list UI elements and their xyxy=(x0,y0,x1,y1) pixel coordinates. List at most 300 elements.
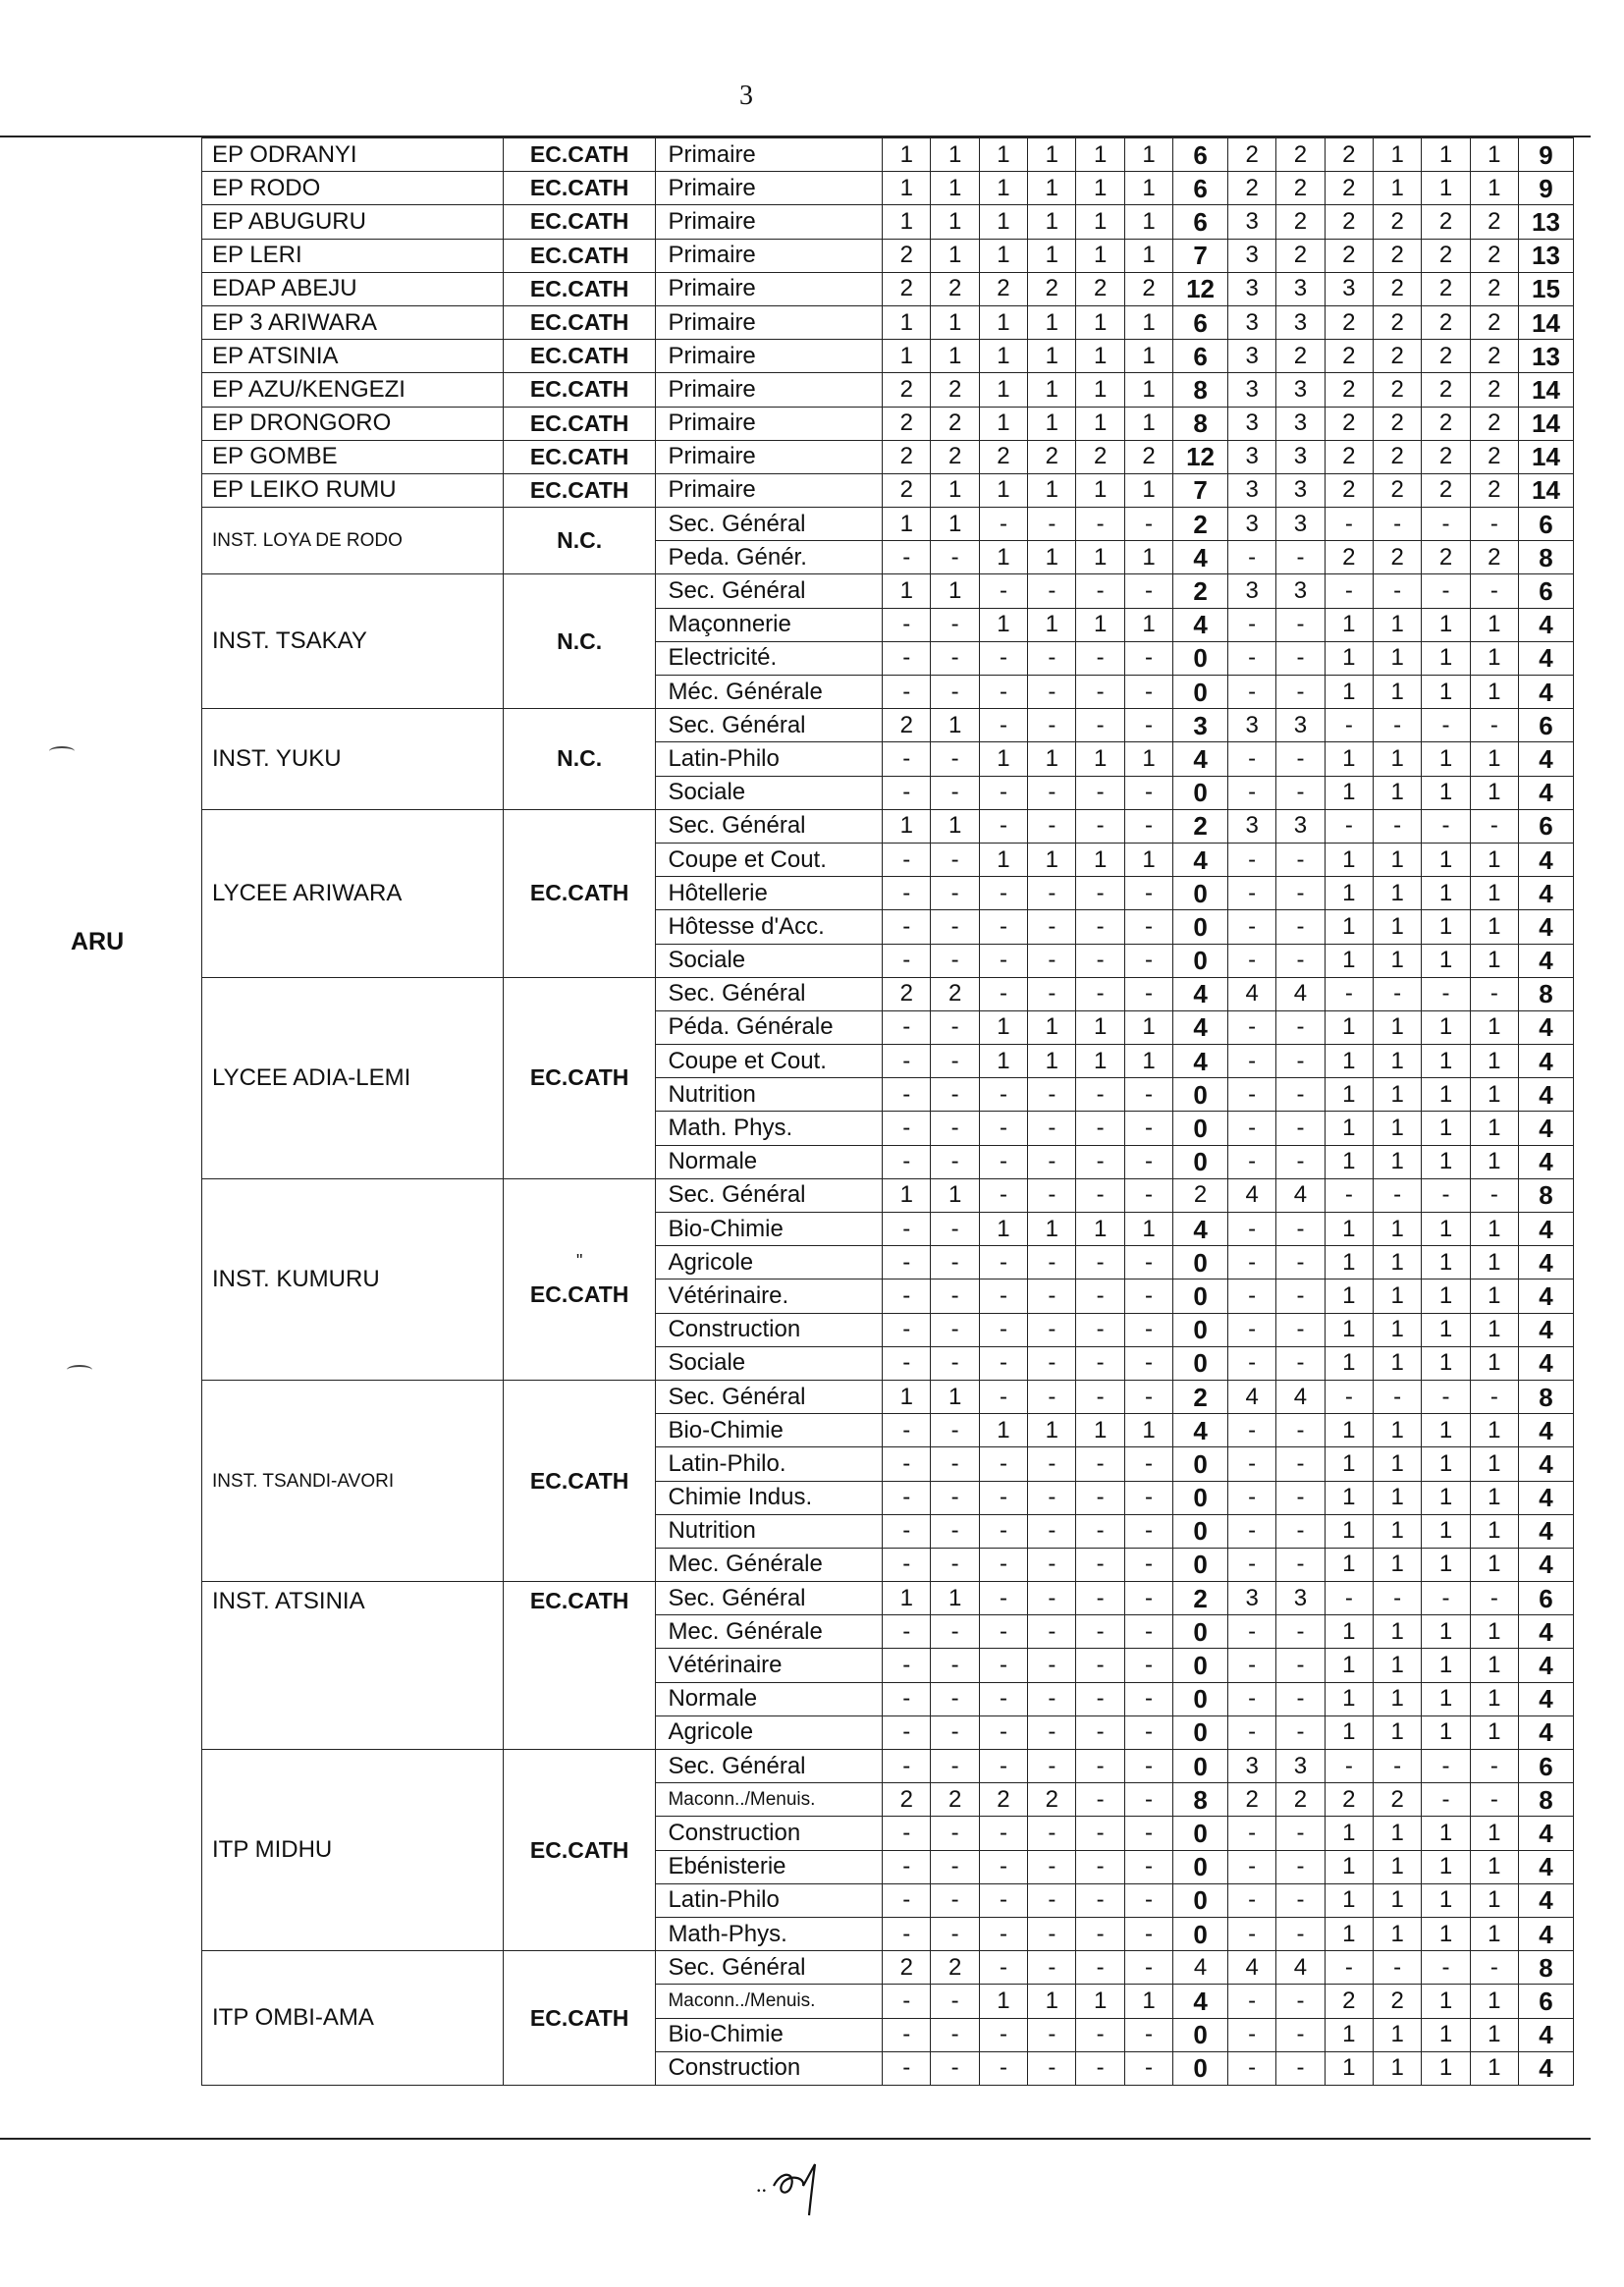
cell-value: - xyxy=(1028,809,1076,843)
cell-value: 2 xyxy=(979,272,1027,305)
cell-value: 4 xyxy=(1227,1380,1275,1413)
total-cell: 6 xyxy=(1519,1985,1574,2018)
total-cell: 4 xyxy=(1519,1346,1574,1380)
cell-value: 1 xyxy=(883,138,931,172)
cell-value: - xyxy=(1276,1414,1325,1447)
cell-value: 3 xyxy=(1276,407,1325,440)
cell-value: 3 xyxy=(1227,574,1275,608)
cell-value: - xyxy=(883,1280,931,1313)
cell-value: - xyxy=(883,2051,931,2085)
cell-value: 1 xyxy=(1325,1414,1373,1447)
cell-value: - xyxy=(883,608,931,641)
cell-value: - xyxy=(883,1715,931,1749)
school-name: EP AZU/KENGEZI xyxy=(202,373,504,407)
total-cell: 4 xyxy=(1519,843,1574,876)
cell-value: 1 xyxy=(1028,1010,1076,1044)
total-cell: 14 xyxy=(1519,440,1574,473)
cell-value: 1 xyxy=(1028,407,1076,440)
cell-value: 1 xyxy=(931,138,979,172)
total-cell: 4 xyxy=(1519,1414,1574,1447)
cell-value: 1 xyxy=(931,574,979,608)
cell-value: 2 xyxy=(1373,541,1421,574)
cell-value: 1 xyxy=(1470,1145,1518,1178)
cell-value: 1 xyxy=(1422,1481,1470,1514)
cell-value: 1 xyxy=(1373,1682,1421,1715)
cell-value: - xyxy=(979,1582,1027,1615)
table-row xyxy=(202,1178,1574,1212)
cell-value: - xyxy=(1373,574,1421,608)
cell-value: 1 xyxy=(1373,910,1421,944)
subtotal-cell: 0 xyxy=(1173,1112,1228,1145)
cell-value: 1 xyxy=(931,809,979,843)
subtotal-cell: 0 xyxy=(1173,1649,1228,1682)
cell-value: - xyxy=(1227,1850,1275,1883)
cell-value: - xyxy=(1124,574,1172,608)
table-row xyxy=(202,809,1574,843)
cell-value: 2 xyxy=(1373,305,1421,339)
cell-value: - xyxy=(1227,1414,1275,1447)
cell-value: - xyxy=(1227,541,1275,574)
cell-value: 3 xyxy=(1227,305,1275,339)
table-row xyxy=(202,373,1574,407)
cell-value: - xyxy=(1276,1985,1325,2018)
cell-value: - xyxy=(931,2018,979,2051)
cell-value: - xyxy=(1028,2018,1076,2051)
cell-value: 2 xyxy=(1373,239,1421,272)
cell-value: - xyxy=(1276,1548,1325,1581)
cell-value: - xyxy=(1076,1447,1124,1481)
cell-value: 1 xyxy=(1076,407,1124,440)
cell-value: 1 xyxy=(979,1010,1027,1044)
cell-value: 2 xyxy=(1076,272,1124,305)
total-cell: 4 xyxy=(1519,910,1574,944)
cell-value: 1 xyxy=(1124,407,1172,440)
cell-value: - xyxy=(883,1514,931,1548)
section-name: Nutrition xyxy=(656,1514,883,1548)
cell-value: 2 xyxy=(931,440,979,473)
cell-value: - xyxy=(1227,1045,1275,1078)
cell-value: - xyxy=(1373,1951,1421,1985)
cell-value: - xyxy=(1028,1178,1076,1212)
cell-value: - xyxy=(931,1682,979,1715)
total-cell: 15 xyxy=(1519,272,1574,305)
cell-value: - xyxy=(979,1615,1027,1649)
cell-value: 2 xyxy=(1422,305,1470,339)
cell-value: 2 xyxy=(1470,541,1518,574)
cell-value: - xyxy=(1276,1078,1325,1112)
table-row xyxy=(202,1951,1574,1985)
cell-value: - xyxy=(883,1883,931,1917)
cell-value: - xyxy=(1028,1582,1076,1615)
cell-value: - xyxy=(979,709,1027,742)
cell-value: - xyxy=(1028,1380,1076,1413)
cell-value: 1 xyxy=(1325,608,1373,641)
cell-value: 1 xyxy=(883,305,931,339)
total-cell: 6 xyxy=(1519,809,1574,843)
section-name: Sec. Général xyxy=(656,709,883,742)
cell-value: - xyxy=(1227,1715,1275,1749)
cell-value: - xyxy=(1422,574,1470,608)
cell-value: - xyxy=(1227,1213,1275,1246)
cell-value: 2 xyxy=(1422,340,1470,373)
subtotal-cell: 8 xyxy=(1173,1783,1228,1817)
total-cell: 6 xyxy=(1519,1750,1574,1783)
table-row xyxy=(202,508,1574,541)
cell-value: 3 xyxy=(1227,272,1275,305)
section-name: Primaire xyxy=(656,205,883,239)
cell-value: - xyxy=(1028,1615,1076,1649)
cell-value: - xyxy=(931,877,979,910)
cell-value: 2 xyxy=(1276,205,1325,239)
cell-value: - xyxy=(1470,1951,1518,1985)
management-type: EC.CATH xyxy=(503,373,656,407)
cell-value: 1 xyxy=(1373,1280,1421,1313)
cell-value: 1 xyxy=(979,1045,1027,1078)
section-name: Hôtesse d'Acc. xyxy=(656,910,883,944)
total-cell: 14 xyxy=(1519,305,1574,339)
cell-value: - xyxy=(1028,709,1076,742)
cell-value: - xyxy=(1325,1380,1373,1413)
cell-value: - xyxy=(1076,1178,1124,1212)
subtotal-cell: 4 xyxy=(1173,742,1228,776)
cell-value: 1 xyxy=(1124,340,1172,373)
cell-value: 1 xyxy=(1373,742,1421,776)
cell-value: - xyxy=(1325,1178,1373,1212)
cell-value: - xyxy=(1076,1280,1124,1313)
subtotal-cell: 0 xyxy=(1173,1682,1228,1715)
cell-value: 1 xyxy=(931,1380,979,1413)
cell-value: 3 xyxy=(1276,440,1325,473)
cell-value: 1 xyxy=(883,508,931,541)
cell-value: - xyxy=(1470,709,1518,742)
cell-value: 1 xyxy=(1373,1246,1421,1280)
cell-value: 1 xyxy=(1325,1615,1373,1649)
cell-value: - xyxy=(883,877,931,910)
subtotal-cell: 4 xyxy=(1173,1985,1228,2018)
cell-value: 1 xyxy=(1325,1715,1373,1749)
cell-value: 1 xyxy=(1422,1883,1470,1917)
section-name: Primaire xyxy=(656,305,883,339)
subtotal-cell: 0 xyxy=(1173,2051,1228,2085)
total-cell: 13 xyxy=(1519,340,1574,373)
cell-value: - xyxy=(1028,1481,1076,1514)
cell-value: - xyxy=(979,1447,1027,1481)
section-name: Bio-Chimie xyxy=(656,1414,883,1447)
cell-value: - xyxy=(1276,1112,1325,1145)
table-row xyxy=(202,305,1574,339)
cell-value: - xyxy=(883,742,931,776)
cell-value: 1 xyxy=(883,205,931,239)
cell-value: - xyxy=(931,1010,979,1044)
cell-value: 1 xyxy=(1470,1985,1518,2018)
cell-value: 2 xyxy=(1124,272,1172,305)
bottom-rule xyxy=(0,2138,1591,2140)
cell-value: 3 xyxy=(1227,1582,1275,1615)
cell-value: - xyxy=(1124,508,1172,541)
cell-value: - xyxy=(1227,1817,1275,1850)
cell-value: 2 xyxy=(1470,305,1518,339)
cell-value: 2 xyxy=(1373,473,1421,507)
cell-value: - xyxy=(1227,1615,1275,1649)
table-row xyxy=(202,239,1574,272)
cell-value: 2 xyxy=(1276,1783,1325,1817)
subtotal-cell: 4 xyxy=(1173,1045,1228,1078)
cell-value: - xyxy=(1227,1346,1275,1380)
management-label: EC.CATH xyxy=(529,2004,629,2031)
cell-value: 4 xyxy=(1276,1178,1325,1212)
cell-value: 1 xyxy=(1124,239,1172,272)
cell-value: - xyxy=(1076,2051,1124,2085)
cell-value: - xyxy=(1227,1917,1275,1950)
cell-value: - xyxy=(979,944,1027,977)
subtotal-cell: 0 xyxy=(1173,1313,1228,1346)
section-name: Primaire xyxy=(656,440,883,473)
cell-value: 1 xyxy=(1470,2051,1518,2085)
footer-dots: .. xyxy=(756,2172,767,2197)
cell-value: - xyxy=(1227,2018,1275,2051)
cell-value: - xyxy=(1076,1883,1124,1917)
cell-value: 2 xyxy=(1325,373,1373,407)
cell-value: 2 xyxy=(1028,272,1076,305)
cell-value: - xyxy=(1227,1447,1275,1481)
management-type xyxy=(503,977,656,1178)
cell-value: 1 xyxy=(1124,541,1172,574)
cell-value: - xyxy=(1076,1682,1124,1715)
cell-value: - xyxy=(931,910,979,944)
cell-value: 1 xyxy=(1076,473,1124,507)
cell-value: 3 xyxy=(1276,809,1325,843)
cell-value: 1 xyxy=(1373,1850,1421,1883)
cell-value: - xyxy=(1028,944,1076,977)
cell-value: 1 xyxy=(1373,2018,1421,2051)
cell-value: - xyxy=(883,1246,931,1280)
cell-value: 4 xyxy=(1227,1951,1275,1985)
cell-value: 1 xyxy=(1373,1346,1421,1380)
cell-value: 1 xyxy=(1028,205,1076,239)
cell-value: 2 xyxy=(1470,272,1518,305)
cell-value: 1 xyxy=(1470,138,1518,172)
cell-value: - xyxy=(1276,1883,1325,1917)
section-name: Normale xyxy=(656,1682,883,1715)
cell-value: - xyxy=(1422,977,1470,1010)
pen-mark xyxy=(67,1365,92,1375)
management-label: N.C. xyxy=(557,527,603,554)
cell-value: - xyxy=(883,1447,931,1481)
cell-value: 1 xyxy=(1373,676,1421,709)
cell-value: 2 xyxy=(931,407,979,440)
cell-value: - xyxy=(1124,1145,1172,1178)
cell-value: 3 xyxy=(1276,508,1325,541)
cell-value: 2 xyxy=(1373,440,1421,473)
total-cell: 4 xyxy=(1519,1715,1574,1749)
total-cell: 6 xyxy=(1519,574,1574,608)
table-row xyxy=(202,473,1574,507)
cell-value: - xyxy=(1124,1817,1172,1850)
cell-value: 1 xyxy=(1470,1447,1518,1481)
cell-value: - xyxy=(1227,1649,1275,1682)
cell-value: - xyxy=(1276,1313,1325,1346)
cell-value: - xyxy=(1076,1313,1124,1346)
subtotal-cell: 8 xyxy=(1173,407,1228,440)
cell-value: 1 xyxy=(1124,1213,1172,1246)
school-name: EP GOMBE xyxy=(202,440,504,473)
cell-value: - xyxy=(931,1414,979,1447)
cell-value: - xyxy=(1124,1649,1172,1682)
cell-value: - xyxy=(979,1145,1027,1178)
cell-value: 1 xyxy=(1325,641,1373,675)
cell-value: - xyxy=(979,2018,1027,2051)
cell-value: - xyxy=(1227,2051,1275,2085)
management-type: EC.CATH xyxy=(503,440,656,473)
total-cell: 4 xyxy=(1519,1548,1574,1581)
cell-value: 1 xyxy=(1028,138,1076,172)
cell-value: - xyxy=(1276,1715,1325,1749)
cell-value: 2 xyxy=(1325,541,1373,574)
subtotal-cell: 2 xyxy=(1173,809,1228,843)
total-cell: 4 xyxy=(1519,1682,1574,1715)
school-name: INST. TSAKAY xyxy=(202,574,504,709)
cell-value: 2 xyxy=(1325,340,1373,373)
cell-value: - xyxy=(1028,641,1076,675)
cell-value: - xyxy=(1076,1649,1124,1682)
cell-value: - xyxy=(1422,1951,1470,1985)
cell-value: 2 xyxy=(931,1783,979,1817)
table-row xyxy=(202,407,1574,440)
table-row xyxy=(202,440,1574,473)
cell-value: 1 xyxy=(931,1582,979,1615)
total-cell: 6 xyxy=(1519,709,1574,742)
cell-value: - xyxy=(1124,1280,1172,1313)
subtotal-cell: 2 xyxy=(1173,1582,1228,1615)
cell-value: - xyxy=(1325,809,1373,843)
cell-value: 1 xyxy=(1325,2051,1373,2085)
cell-value: - xyxy=(1325,574,1373,608)
cell-value: - xyxy=(931,1213,979,1246)
cell-value: - xyxy=(1076,1615,1124,1649)
cell-value: 1 xyxy=(1470,1514,1518,1548)
cell-value: 2 xyxy=(1325,138,1373,172)
management-label: N.C. xyxy=(557,745,603,772)
cell-value: - xyxy=(883,1649,931,1682)
cell-value: - xyxy=(979,877,1027,910)
section-name: Hôtellerie xyxy=(656,877,883,910)
cell-value: - xyxy=(1076,1951,1124,1985)
cell-value: 1 xyxy=(1325,877,1373,910)
cell-value: - xyxy=(1076,1481,1124,1514)
cell-value: - xyxy=(1227,910,1275,944)
cell-value: 1 xyxy=(1422,1649,1470,1682)
total-cell: 4 xyxy=(1519,1850,1574,1883)
section-name: Primaire xyxy=(656,407,883,440)
cell-value: 2 xyxy=(1470,373,1518,407)
cell-value: 1 xyxy=(1373,1078,1421,1112)
cell-value: - xyxy=(883,843,931,876)
cell-value: - xyxy=(1076,1750,1124,1783)
cell-value: - xyxy=(1124,2018,1172,2051)
cell-value: 1 xyxy=(931,709,979,742)
school-name: INST. TSANDI-AVORI xyxy=(202,1380,504,1581)
cell-value: - xyxy=(979,1112,1027,1145)
cell-value: 1 xyxy=(1470,1112,1518,1145)
cell-value: 2 xyxy=(1028,1783,1076,1817)
district-column xyxy=(0,137,208,2137)
cell-value: 2 xyxy=(1422,473,1470,507)
cell-value: 2 xyxy=(931,977,979,1010)
cell-value: 1 xyxy=(979,843,1027,876)
cell-value: - xyxy=(1124,1447,1172,1481)
cell-value: 1 xyxy=(1470,1213,1518,1246)
cell-value: 1 xyxy=(1124,138,1172,172)
section-name: Sec. Général xyxy=(656,1951,883,1985)
section-name: Sec. Général xyxy=(656,1380,883,1413)
section-name: Sec. Général xyxy=(656,1178,883,1212)
cell-value: 1 xyxy=(883,172,931,205)
cell-value: - xyxy=(1227,1112,1275,1145)
cell-value: 1 xyxy=(1422,1917,1470,1950)
cell-value: - xyxy=(979,1649,1027,1682)
cell-value: - xyxy=(883,1112,931,1145)
cell-value: 1 xyxy=(1422,2051,1470,2085)
cell-value: 4 xyxy=(1227,1178,1275,1212)
cell-value: - xyxy=(883,676,931,709)
cell-value: 1 xyxy=(1422,1817,1470,1850)
cell-value: 1 xyxy=(1124,373,1172,407)
cell-value: - xyxy=(1276,776,1325,809)
cell-value: - xyxy=(1124,1481,1172,1514)
cell-value: 1 xyxy=(1422,944,1470,977)
cell-value: 3 xyxy=(1325,272,1373,305)
cell-value: 1 xyxy=(1422,1280,1470,1313)
cell-value: 2 xyxy=(1422,440,1470,473)
cell-value: 2 xyxy=(1373,407,1421,440)
cell-value: - xyxy=(1124,1917,1172,1950)
cell-value: 1 xyxy=(1076,1010,1124,1044)
school-name: ITP OMBI-AMA xyxy=(202,1951,504,2086)
section-name: Bio-Chimie xyxy=(656,2018,883,2051)
cell-value: 1 xyxy=(1470,1414,1518,1447)
cell-value: 1 xyxy=(1422,1078,1470,1112)
table-row xyxy=(202,138,1574,172)
cell-value: - xyxy=(1028,1246,1076,1280)
cell-value: - xyxy=(1124,1313,1172,1346)
cell-value: - xyxy=(931,1917,979,1950)
cell-value: 1 xyxy=(1373,1010,1421,1044)
cell-value: 1 xyxy=(1470,1481,1518,1514)
cell-value: - xyxy=(883,1313,931,1346)
cell-value: 1 xyxy=(1028,239,1076,272)
cell-value: - xyxy=(883,1750,931,1783)
subtotal-cell: 6 xyxy=(1173,138,1228,172)
cell-value: 1 xyxy=(979,1985,1027,2018)
cell-value: 1 xyxy=(1422,2018,1470,2051)
section-name: Peda. Génér. xyxy=(656,541,883,574)
cell-value: - xyxy=(1325,1951,1373,1985)
management-type: EC.CATH xyxy=(503,473,656,507)
total-cell: 8 xyxy=(1519,541,1574,574)
cell-value: - xyxy=(1276,1817,1325,1850)
school-name: INST. LOYA DE RODO xyxy=(202,508,504,574)
total-cell: 4 xyxy=(1519,676,1574,709)
cell-value: 1 xyxy=(931,473,979,507)
cell-value: - xyxy=(1227,1280,1275,1313)
cell-value: 2 xyxy=(1325,205,1373,239)
cell-value: - xyxy=(1276,1045,1325,1078)
cell-value: - xyxy=(931,1246,979,1280)
cell-value: - xyxy=(1028,877,1076,910)
cell-value: - xyxy=(1276,1649,1325,1682)
cell-value: - xyxy=(979,1178,1027,1212)
total-cell: 4 xyxy=(1519,1481,1574,1514)
